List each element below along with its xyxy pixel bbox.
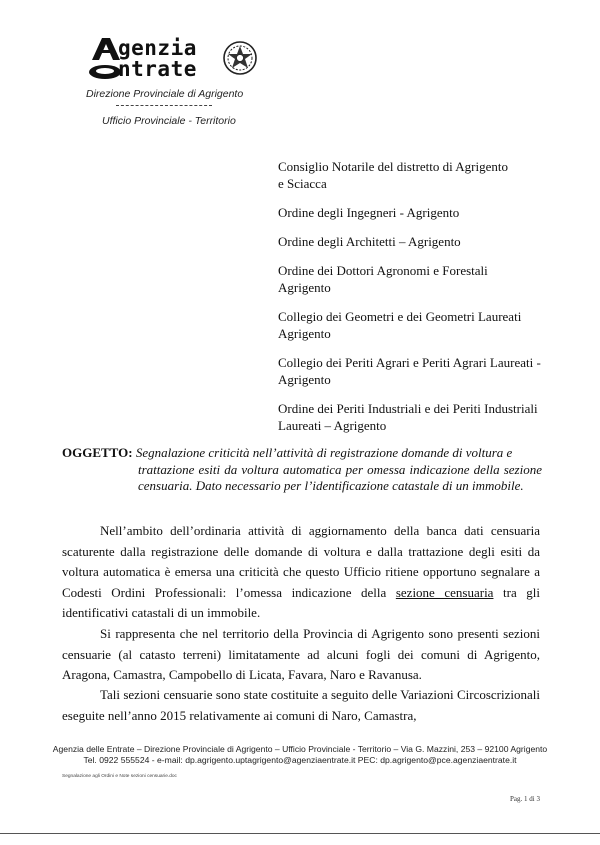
logo-line-2: ntrate	[118, 57, 197, 81]
agenzia-entrate-logo-mark	[88, 36, 122, 80]
footer	[0, 744, 600, 766]
office-divider	[116, 105, 212, 106]
p1-text-after: tra gli identificativi catastali di un immobile.	[62, 584, 541, 620]
subject-block	[62, 445, 542, 495]
recipient-item: Ordine dei Dottori Agronomi e Forestali Agrigento	[278, 263, 488, 295]
subject-first-line: Segnalazione criticità nell’attività di registrazione domande di voltura e	[135, 445, 513, 460]
recipient-item: Ordine degli Architetti – Agrigento	[278, 234, 461, 249]
recipient-item: Ordine dei Periti Industriali e dei Periti Industriali Laureati – Agrigento	[278, 401, 538, 433]
recipient-item: Consiglio Notarile del distretto di Agrigento e Sciacca	[278, 159, 509, 191]
footer-address: Agenzia delle Entrate – Direzione Provinciale di Agrigento – Ufficio Provinciale - Territorio – Via G. Mazzini, 253 – 92100 Agrigento	[52, 744, 548, 754]
agenzia-entrate-wordmark	[118, 38, 197, 80]
office-line-territory: Ufficio Provinciale - Territorio	[102, 115, 236, 127]
subject-continuation: trattazione esiti da voltura automatica per omessa indicazione della sezione censuaria. Dato necessario per l’identificazione catastale di un immobile.	[138, 461, 542, 493]
p1-text-before: Nell’ambito dell’ordinaria attività di aggiornamento della banca dati censuaria scaturente dalla registrazione delle domande di voltura e dalla trattazione degli esiti da voltura automatica è emersa una criticità che questo Ufficio ritiene opportuno segnalare a Codesti Ordini Professionali: l’omessa indicazione della	[62, 523, 540, 600]
body-paragraph-1	[62, 521, 540, 624]
recipient-item: Collegio dei Geometri e dei Geometri Laureati Agrigento	[278, 309, 522, 341]
logo-line-1: genzia	[118, 36, 197, 60]
recipients-list	[278, 158, 578, 446]
office-line-directorate: Direzione Provinciale di Agrigento	[86, 88, 244, 100]
recipient-item: Ordine degli Ingegneri - Agrigento	[278, 205, 460, 220]
footer-contacts: Tel. 0922 555524 - e-mail: dp.agrigento.uptagrigento@agenziaentrate.it PEC: dp.agrigento@pce.agenziaentrate.it	[83, 755, 517, 765]
body-paragraph-3: Tali sezioni censuarie sono state costituite a seguito delle Variazioni Circoscrizionali eseguite nell’anno 2015 relativamente ai comuni di Naro, Camastra,	[62, 687, 540, 723]
italian-republic-emblem-icon	[222, 38, 258, 78]
recipient-item: Collegio dei Periti Agrari e Periti Agrari Laureati - Agrigento	[278, 355, 541, 387]
body-paragraph-2: Si rappresenta che nel territorio della Provincia di Agrigento sono presenti sezioni censuarie (al catasto terreni) limitatamente ad alcuni fogli dei comuni di Agrigento, Aragona, Camastra, Campobello di Licata, Favara, Naro e Ravanusa.	[62, 626, 540, 682]
p1-underlined-term: sezione censuaria	[395, 584, 494, 600]
page-number: Pag. 1 di 3	[510, 795, 540, 803]
subject-label: OGGETTO:	[62, 445, 133, 460]
bottom-rule	[0, 833, 600, 834]
file-name: Segnalazione agli Ordini e Note sezioni censuarie.doc	[62, 774, 177, 779]
